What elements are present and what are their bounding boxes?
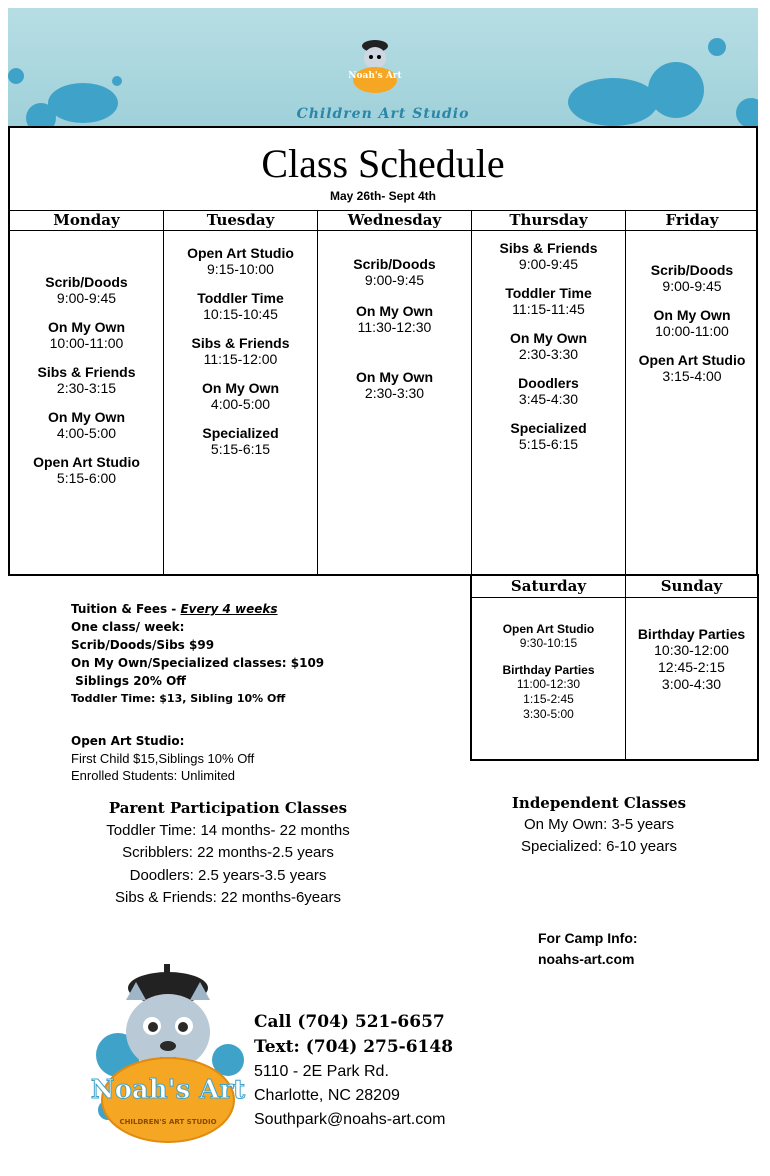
class-entry: Scrib/Doods 9:00-9:45 (353, 256, 436, 288)
class-entry: On My Own 10:00-11:00 (48, 319, 125, 351)
class-entry: Birthday Parties 10:30-12:00 12:45-2:15 3:00-4:30 (637, 626, 746, 692)
class-entry: Toddler Time 10:15-10:45 (197, 290, 284, 322)
camp-info: For Camp Info: noahs-art.com (538, 928, 638, 970)
list-item: Sibs & Friends: 22 months-6years (115, 889, 341, 906)
day-header-monday: Monday (53, 211, 120, 229)
wednesday-column (318, 256, 471, 414)
class-entry: Specialized 5:15-6:15 (202, 425, 279, 457)
address-line: 5110 - 2E Park Rd. (254, 1063, 389, 1080)
day-header-wednesday: Wednesday (347, 211, 442, 229)
class-entry: On My Own 2:30-3:30 (510, 330, 587, 362)
tuition-fees: Tuition & Fees - Every 4 weeks One class/ week: Scrib/Doods/Sibs $99 On My Own/Specialized classes: $109 Siblings 20% Off Toddler Time: $13, Sibling 10% Off Open Art Studio: First Child $15,Siblings 10% Off Enrolled Students: Unlimited (71, 602, 325, 783)
class-entry: Open Art Studio 5:15-6:00 (33, 454, 140, 486)
phone-call[interactable]: Call (704) 521-6657 (254, 1012, 445, 1032)
list-item: Specialized: 6-10 years (521, 838, 677, 855)
class-entry: Sibs & Friends 9:00-9:45 (499, 240, 598, 272)
day-header-friday: Friday (665, 211, 719, 229)
parent-participation-classes (80, 797, 376, 910)
class-entry: Scrib/Doods 9:00-9:45 (45, 274, 128, 306)
svg-text:Noah's Art: Noah's Art (90, 1075, 246, 1105)
phone-text[interactable]: Text: (704) 275-6148 (254, 1037, 454, 1057)
list-item: Scribblers: 22 months-2.5 years (122, 844, 334, 861)
day-header-tuesday: Tuesday (206, 211, 275, 229)
class-entry: Open Art Studio 3:15-4:00 (638, 352, 746, 384)
noahs-art-mascot-logo-icon (88, 960, 248, 1150)
class-entry: Specialized 5:15-6:15 (510, 420, 587, 452)
saturday-column (472, 622, 625, 734)
class-entry: On My Own 4:00-5:00 (48, 409, 125, 441)
class-entry: Scrib/Doods 9:00-9:45 (650, 262, 734, 294)
independent-classes (490, 792, 708, 858)
header-banner (8, 8, 758, 126)
list-item: Toddler Time: 14 months- 22 months (106, 821, 350, 839)
class-entry: Birthday Parties 11:00-12:30 1:15-2:45 3:30-5:00 (502, 663, 595, 721)
list-item: Doodlers: 2.5 years-3.5 years (129, 866, 327, 884)
class-entry: Open Art Studio 9:30-10:15 (502, 622, 595, 650)
banner-subtitle: Children Art Studio (296, 106, 470, 122)
divider (10, 230, 756, 231)
class-entry: On My Own 11:30-12:30 (356, 303, 433, 335)
weekend-schedule-table (470, 574, 759, 761)
email-link[interactable]: Southpark@noahs-art.com (254, 1111, 446, 1128)
class-entry: Doodlers 3:45-4:30 (518, 375, 579, 407)
day-header-saturday: Saturday (510, 577, 587, 595)
svg-text:CHILDREN'S ART STUDIO: CHILDREN'S ART STUDIO (119, 1118, 217, 1126)
noahs-art-logo-icon (344, 36, 406, 98)
day-header-sunday: Sunday (660, 577, 723, 595)
class-entry: Open Art Studio 9:15-10:00 (187, 245, 294, 277)
class-schedule-table (8, 126, 758, 576)
class-entry: On My Own 2:30-3:30 (356, 369, 433, 401)
day-header-thursday: Thursday (509, 211, 588, 229)
class-entry: On My Own 10:00-11:00 (653, 307, 731, 339)
tuesday-column (164, 245, 317, 470)
thursday-column (472, 240, 625, 465)
sunday-column (626, 626, 757, 705)
class-entry: Toddler Time 11:15-11:45 (505, 285, 592, 317)
list-item: On My Own: 3-5 years (523, 816, 675, 833)
page-title: Class Schedule (261, 141, 505, 186)
section-heading: Independent Classes (511, 794, 687, 812)
contact-info (254, 1010, 453, 1132)
divider (472, 597, 757, 598)
svg-text:Noah's Art: Noah's Art (348, 71, 402, 81)
class-entry: On My Own 4:00-5:00 (202, 380, 279, 412)
class-entry: Sibs & Friends 2:30-3:15 (37, 364, 136, 396)
camp-link[interactable]: noahs-art.com (538, 951, 635, 967)
friday-column (626, 262, 758, 397)
monday-column (10, 274, 163, 499)
schedule-dates: May 26th- Sept 4th (329, 189, 437, 203)
section-heading: Parent Participation Classes (108, 799, 348, 817)
address-line: Charlotte, NC 28209 (254, 1087, 400, 1104)
class-entry: Sibs & Friends 11:15-12:00 (191, 335, 290, 367)
